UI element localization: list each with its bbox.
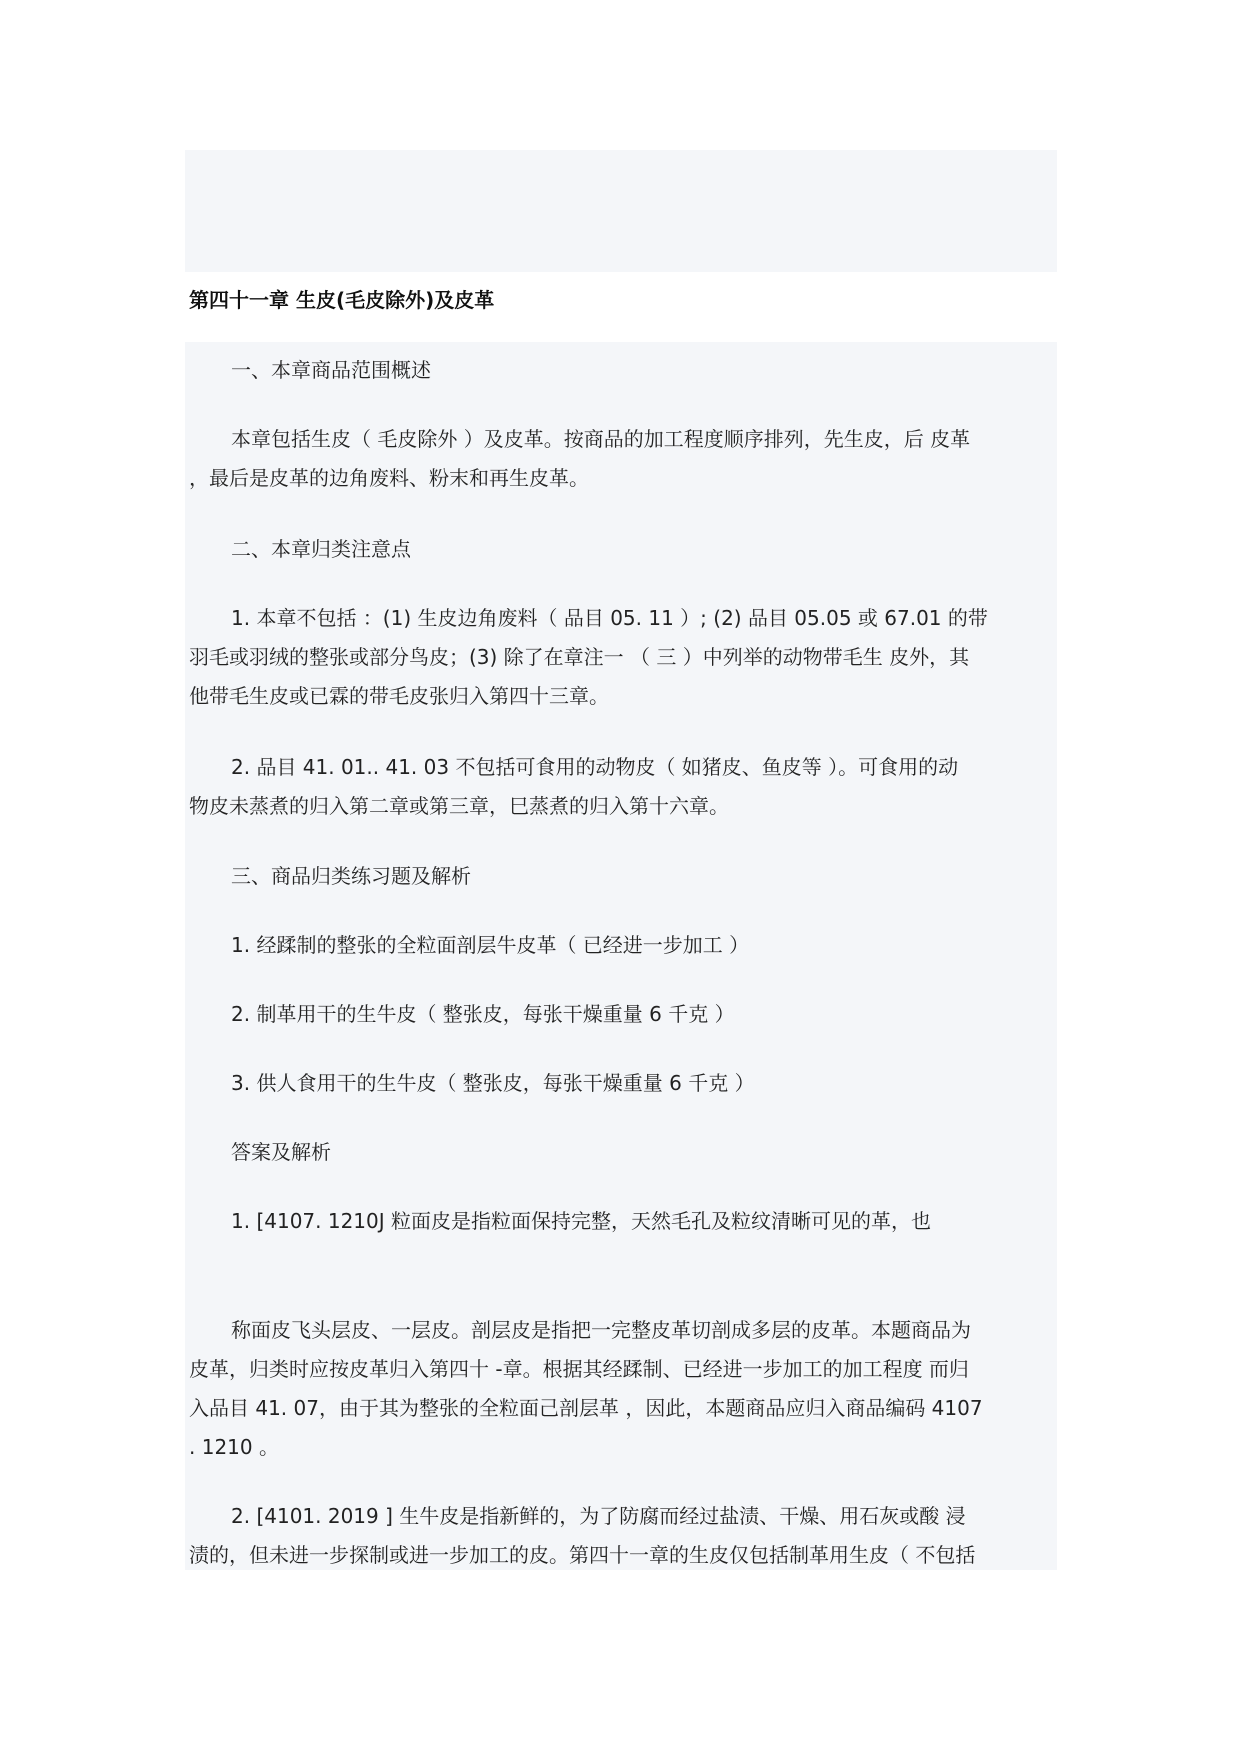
paragraph-note-2 [189,748,1059,826]
text-line: . 1210 。 [189,1435,279,1459]
section-title-notes: 二、本章归类注意点 [231,537,411,561]
text-line: 2. [4101. 2019 ] 生牛皮是指新鲜的，为了防腐而经过盐渍、干燥、用石灰或酸 浸 [231,1504,966,1528]
text-line: 1. 本章不包括 ：(1) 生皮边角废料（ 品目 05. 11 ）; (2) 品目 05.05 或 67.01 的带 [231,606,988,630]
paragraph-note-1 [189,599,1059,716]
text-line: 入品目 41. 07，由于其为整张的全粒面己剖层革 ，因此，本题商品应归入商品编码 4107 [189,1396,983,1420]
exercise-item: 1. 经蹂制的整张的全粒面剖层牛皮革（ 已经进一步加工 ） [231,933,750,957]
answers-title: 答案及解析 [231,1140,331,1164]
paragraph-answer-2 [189,1497,1059,1575]
exercise-item: 3. 供人食用干的生牛皮（ 整张皮，每张干燥重量 6 千克 ） [231,1071,755,1095]
text-line: 2. 品目 41. 01.. 41. 03 不包括可食用的动物皮（ 如猪皮、鱼皮等 ）。可食用的动 [231,755,959,779]
text-line: 他带毛生皮或已霖的带毛皮张归入第四十三章。 [189,684,609,708]
text-line: 称面皮飞头层皮、一层皮。剖层皮是指把一完整皮革切剖成多层的皮革。本题商品为 [231,1318,971,1342]
text-line: 物皮未蒸煮的归入第二章或第三章，巳蒸煮的归入第十六章。 [189,794,729,818]
section-title-scope: 一、本章商品范围概述 [231,358,431,382]
text-line: 本章包括生皮（ 毛皮除外 ）及皮革。按商品的加工程度顺序排列，先生皮，后 皮革 [231,427,971,451]
top-shaded-band [185,150,1057,272]
answer-1-first-line: 1. [4107. 1210J 粒面皮是指粒面保持完整，天然毛孔及粒纹清晰可见的革，也 [231,1209,932,1233]
paragraph-intro [189,420,1059,498]
text-line: 渍的，但未进一步探制或进一步加工的皮。第四十一章的生皮仅包括制革用生皮（ 不包括 [189,1543,976,1567]
text-line: ，最后是皮革的边角废料、粉末和再生皮革。 [189,466,589,490]
text-line: 羽毛或羽绒的整张或部分鸟皮；(3) 除了在章注一 （ 三 ）中列举的动物带毛生 皮外，其 [189,645,970,669]
chapter-heading: 第四十一章 生皮(毛皮除外)及皮革 [189,288,495,312]
text-line: 皮革，归类时应按皮革归入第四十 -章。根据其经蹂制、已经进一步加工的加工程度 而归 [189,1357,969,1381]
section-title-exercises: 三、商品归类练习题及解析 [231,864,471,888]
exercise-item: 2. 制革用干的生牛皮（ 整张皮，每张干燥重量 6 千克 ） [231,1002,735,1026]
paragraph-answer-1 [189,1311,1059,1467]
